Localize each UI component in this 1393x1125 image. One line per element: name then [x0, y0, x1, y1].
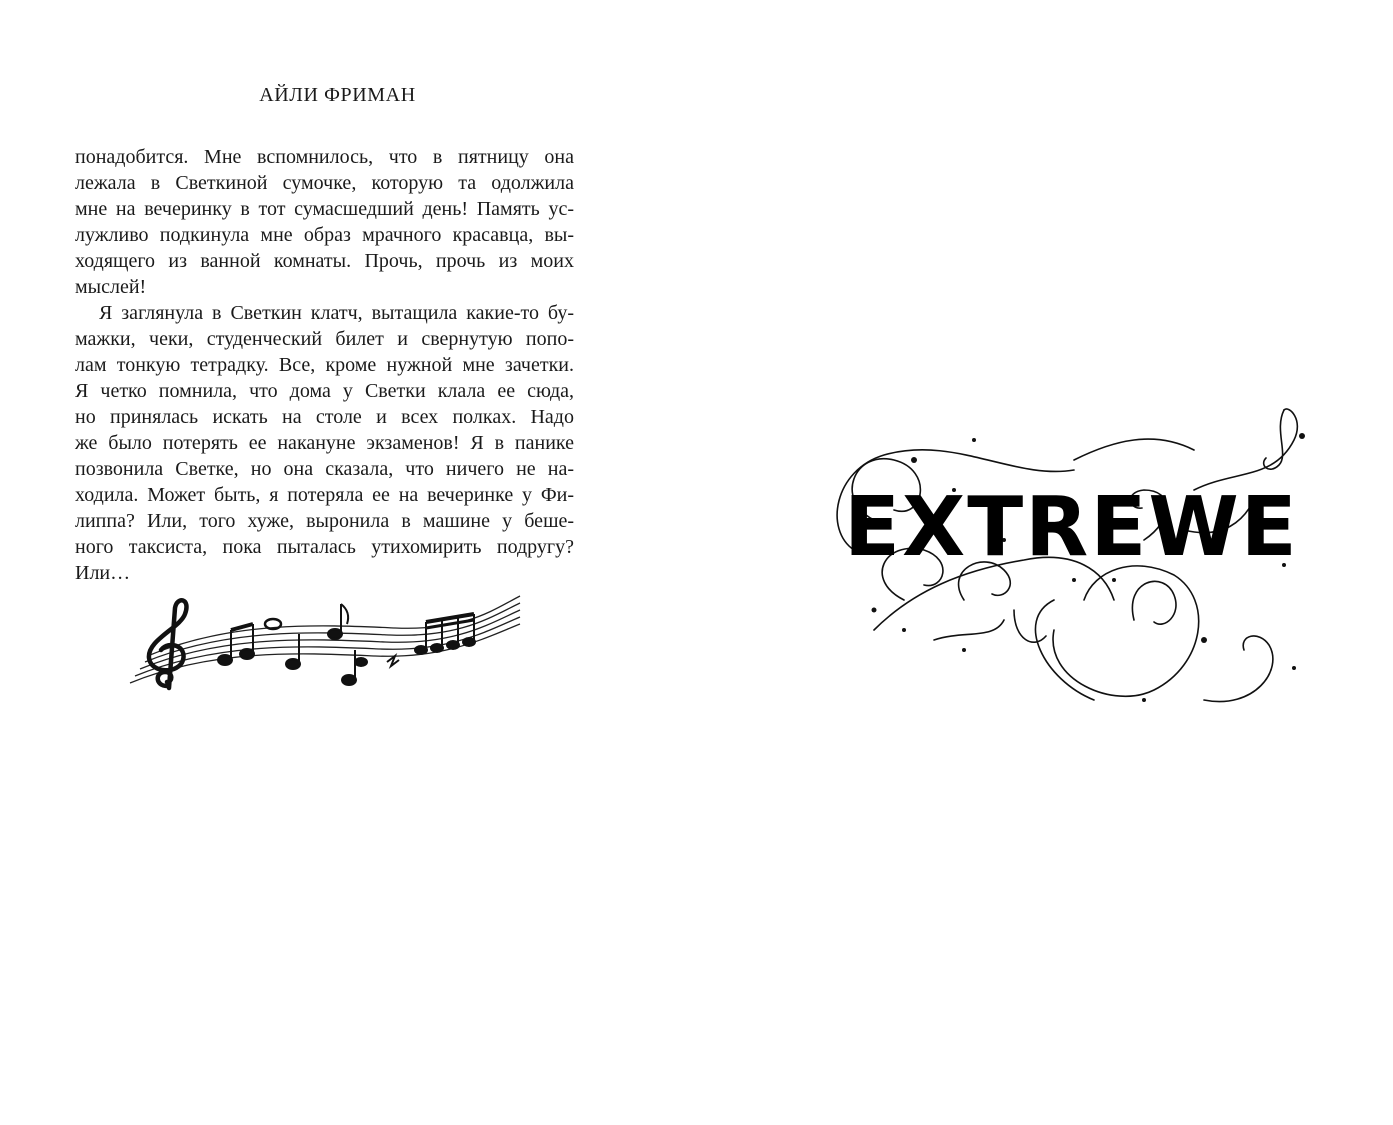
music-staff-notes-icon	[125, 588, 525, 693]
extreme-logo	[814, 400, 1314, 720]
text-line: же было потерять ее накануне экзаменов! Я в панике	[75, 432, 574, 454]
text-line: Я четко помнила, что дома у Светки клала ее сюда,	[75, 380, 574, 402]
text-line: ходящего из ванной комнаты. Прочь, прочь из моих	[75, 250, 574, 272]
text-line: лужливо подкинула мне образ мрачного красавца, вы-	[75, 224, 574, 246]
paragraph-1	[75, 144, 574, 300]
text-line: лежала в Светкиной сумочке, которую та одолжила	[75, 172, 574, 194]
running-head-author: АЙЛИ ФРИМАН	[259, 84, 416, 106]
left-page	[0, 0, 696, 1125]
text-line: мажки, чеки, студенческий билет и свернутую попо-	[75, 328, 574, 350]
logo-word: EXTREWE	[844, 480, 1299, 575]
text-line: ного таксиста, пока пыталась утихомирить подругу?	[75, 536, 574, 558]
text-line: мыслей!	[75, 276, 147, 298]
body-text	[75, 144, 574, 586]
text-line: позвонила Светке, но она сказала, что ничего не на-	[75, 458, 574, 480]
text-line: Или…	[75, 562, 131, 584]
text-line: липпа? Или, того хуже, выронила в машине у беше-	[75, 510, 574, 532]
text-line: ходила. Может быть, я потеряла ее на вечеринке у Фи-	[75, 484, 574, 506]
text-line: лам тонкую тетрадку. Все, кроме нужной мне зачетки.	[75, 354, 574, 376]
paragraph-2	[75, 300, 574, 586]
text-line: понадобится. Мне вспомнилось, что в пятницу она	[75, 146, 574, 168]
text-line: мне на вечеринку в тот сумасшедший день! Память ус-	[75, 198, 574, 220]
text-line: но принялась искать на столе и всех полках. Надо	[75, 406, 574, 428]
right-page	[696, 0, 1393, 1125]
text-line: Я заглянула в Светкин клатч, вытащила какие-то бу-	[99, 302, 574, 324]
